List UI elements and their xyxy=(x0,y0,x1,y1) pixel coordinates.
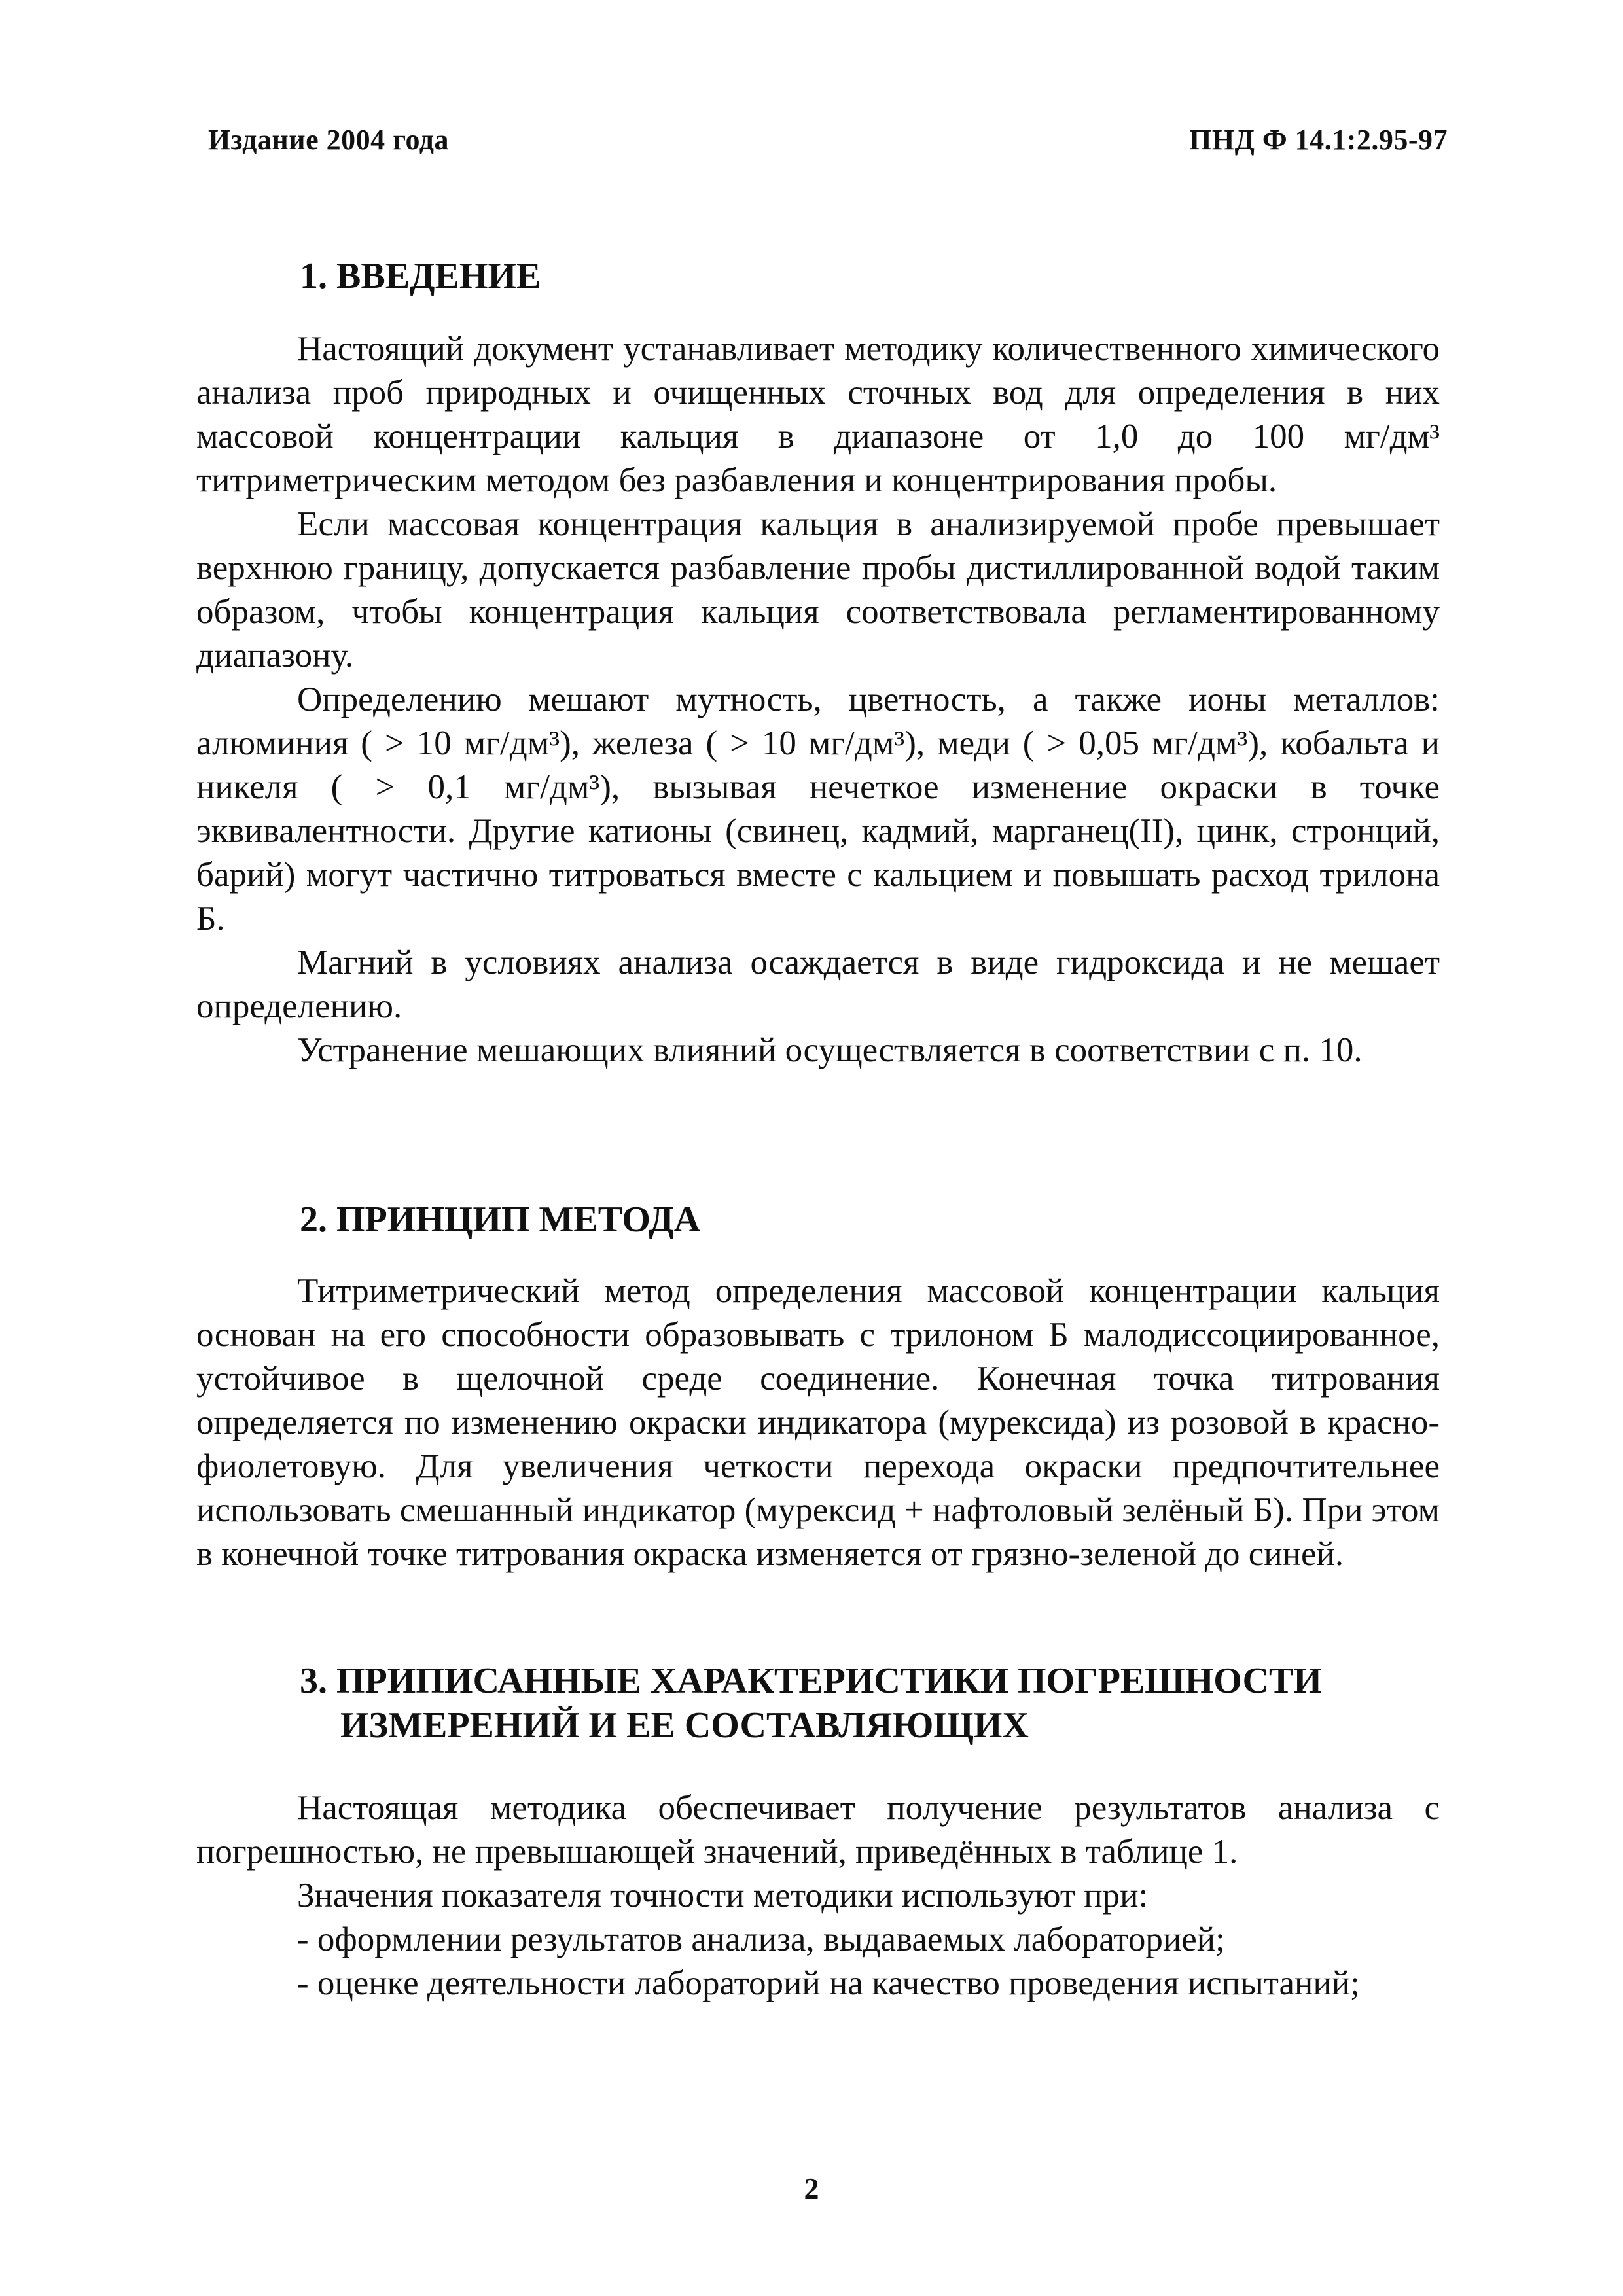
section-3-paragraph-2: Значения показателя точности методики используют при: xyxy=(297,1877,1149,1915)
section-1-paragraph-1: Настоящий документ устанавливает методику количественного химического анализа проб природных и очищенных сточных вод для определения в них массовой концентрации кальция в диапазоне от 1,0 до 100 мг/дм³ титриметрическим методом без разбавления и концентрирования пробы. xyxy=(196,330,1440,499)
section-1-body xyxy=(196,327,1440,1072)
section-3-paragraph-1: Настоящая методика обеспечивает получение результатов анализа с погрешностью, не превышающей значений, приведённых в таблице 1. xyxy=(196,1789,1440,1871)
section-1-paragraph-4: Магний в условиях анализа осаждается в виде гидроксида и не мешает определению. xyxy=(196,944,1440,1025)
section-2-paragraph-1: Титриметрический метод определения массовой концентрации кальция основан на его способности образовывать с трилоном Б малодиссоциированное, устойчивое в щелочной среде соединение. Конечная точка титрования определяется по изменению окраски индикатора (мурексида) из розовой в красно-фиолетовую. Для увеличения четкости перехода окраски предпочтительнее использовать смешанный индикатор (мурексид + нафтоловый зелёный Б). При этом в конечной точке титрования окраска изменяется от грязно-зеленой до синей. xyxy=(196,1272,1440,1573)
section-3-body xyxy=(196,1786,1440,2005)
section-3-title-line-2: ИЗМЕРЕНИЙ И ЕЕ СОСТАВЛЯЮЩИХ xyxy=(340,1705,1029,1746)
edition-label: Издание 2004 года xyxy=(208,124,449,156)
section-1-paragraph-3: Определению мешают мутность, цветность, а также ионы металлов: алюминия ( > 10 мг/дм³), железа ( > 10 мг/дм³), меди ( > 0,05 мг/дм³), кобальта и никеля ( > 0,1 мг/дм³), вызывая нечеткое изменение окраски в точке эквивалентности. Другие катионы (свинец, кадмий, марганец(II), цинк, стронций, барий) могут частично титроваться вместе с кальцием и повышать расход трилона Б. xyxy=(196,680,1440,938)
document-code: ПНД Ф 14.1:2.95-97 xyxy=(1189,124,1448,156)
page-number: 2 xyxy=(804,2172,819,2205)
section-1-paragraph-5: Устранение мешающих влияний осуществляется в соответствии с п. 10. xyxy=(297,1031,1363,1069)
section-1-title: 1. ВВЕДЕНИЕ xyxy=(300,256,541,296)
section-3-list-item-1: - оформлении результатов анализа, выдаваемых лабораторией; xyxy=(297,1920,1225,1958)
section-3-list-item-2: - оценке деятельности лабораторий на качество проведения испытаний; xyxy=(297,1964,1360,2002)
section-3-title-line-1: 3. ПРИПИСАННЫЕ ХАРАКТЕРИСТИКИ ПОГРЕШНОСТИ xyxy=(300,1661,1322,1701)
section-2-title: 2. ПРИНЦИП МЕТОДА xyxy=(300,1199,701,1240)
section-1-paragraph-2: Если массовая концентрация кальция в анализируемой пробе превышает верхнюю границу, допускается разбавление пробы дистиллированной водой таким образом, чтобы концентрация кальция соответствовала регламентированному диапазону. xyxy=(196,505,1440,675)
section-2-body xyxy=(196,1269,1440,1576)
